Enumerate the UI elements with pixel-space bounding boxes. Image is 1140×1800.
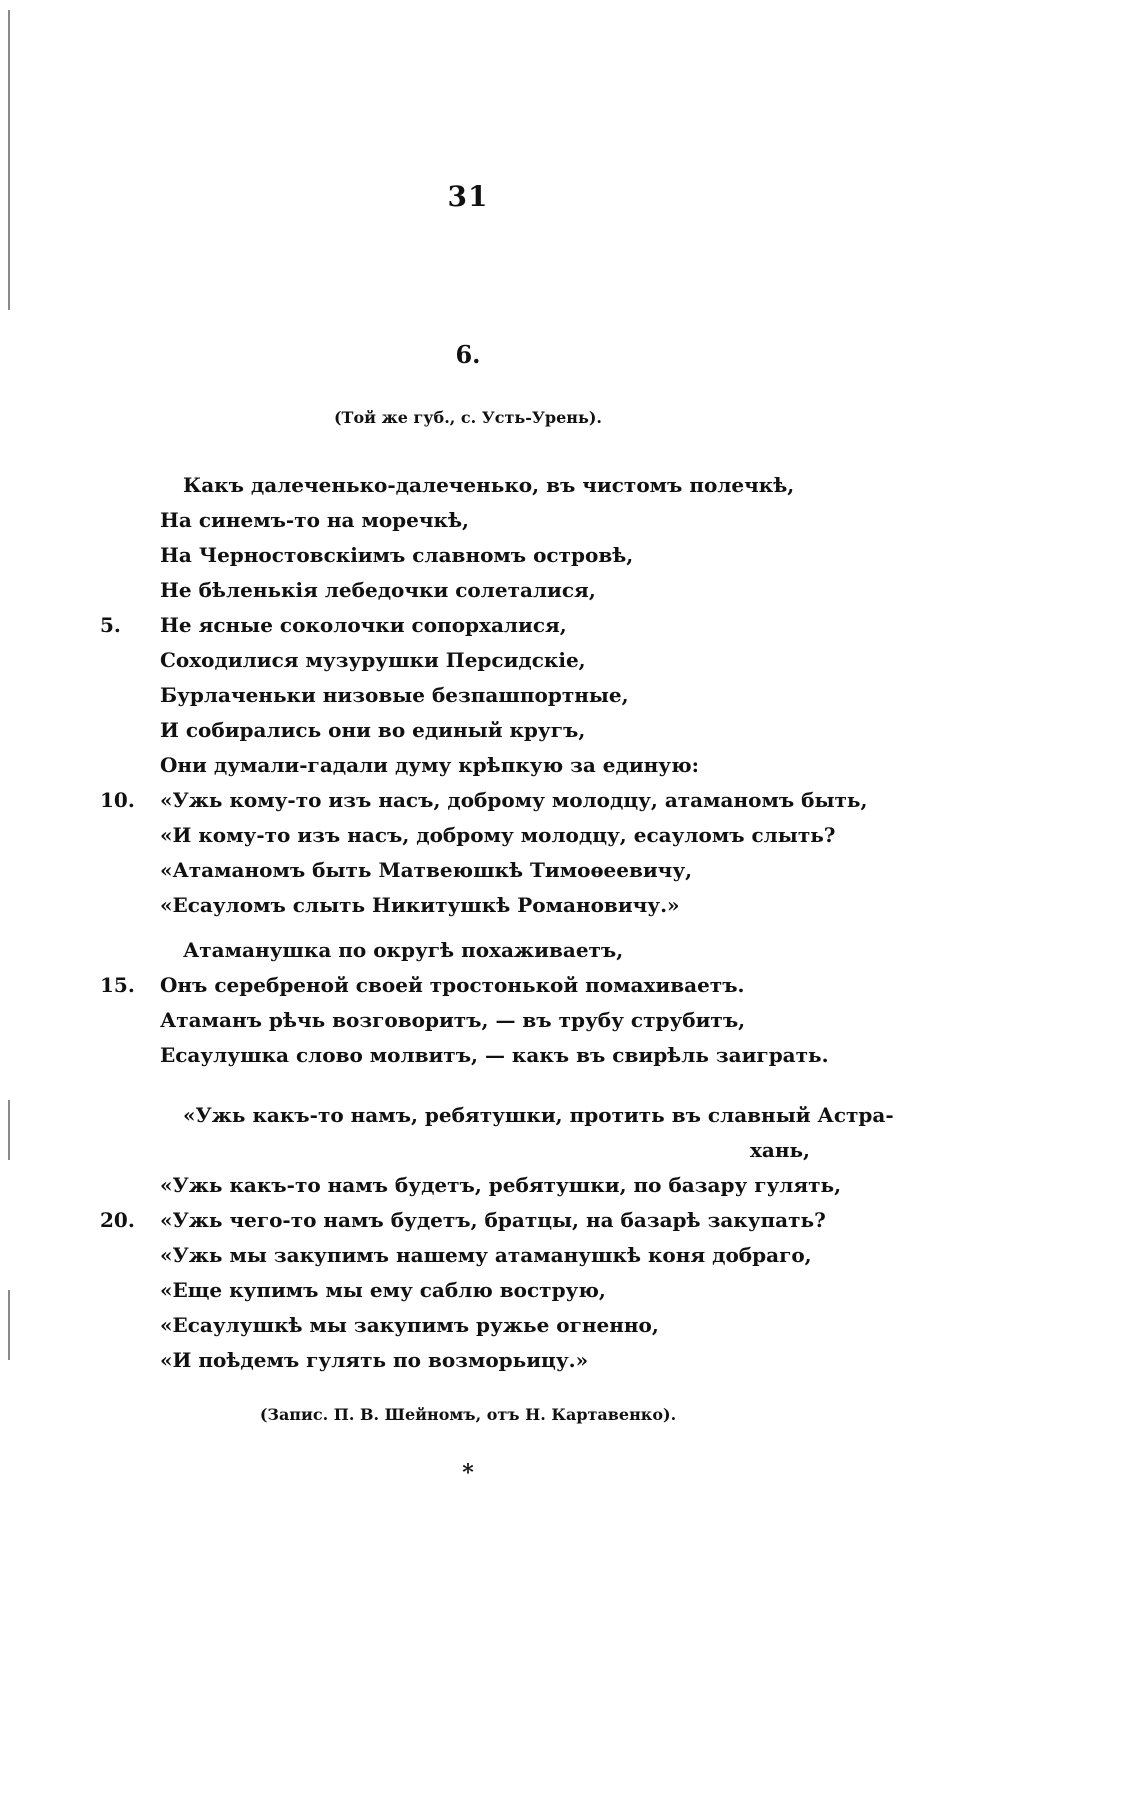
verse-text: Онъ серебреной своей тростонькой помахиваетъ.: [160, 973, 745, 997]
song-number: 6.: [455, 340, 481, 369]
verse-text: «Еще купимъ мы ему саблю вострую,: [160, 1278, 606, 1302]
verse-line: [0, 1098, 1140, 1133]
verse-text: Бурлаченьки низовые безпашпортные,: [160, 683, 629, 707]
verse-line: [0, 608, 1140, 643]
verse-line: [0, 573, 1140, 608]
verse-text: Атаманушка по округѣ похаживаетъ,: [183, 938, 624, 962]
source-note: (Той же губ., с. Усть-Урень).: [333, 408, 602, 427]
verse-line: [0, 968, 1140, 1003]
verse-text: «Атаманомъ быть Матвеюшкѣ Тимоѳеевичу,: [160, 858, 693, 882]
verse-line: [0, 853, 1140, 888]
stanza-2: [0, 933, 1140, 1073]
verse-line: [0, 1133, 1140, 1168]
line-number: 10.: [100, 788, 135, 812]
verse-text: Какъ далеченько-далеченько, въ чистомъ полечкѣ,: [183, 473, 795, 497]
verse-text: Соходилися музурушки Персидскіе,: [160, 648, 586, 672]
verse-text: На синемъ-то на моречкѣ,: [160, 508, 469, 532]
stanza-1: [0, 468, 1140, 923]
ornament-mark: *: [462, 1460, 474, 1486]
verse-line: [0, 1238, 1140, 1273]
verse-text: «Ужь чего-то намъ будетъ, братцы, на базарѣ закупать?: [160, 1208, 826, 1232]
verse-line: [0, 1168, 1140, 1203]
page-number: 31: [447, 180, 489, 213]
verse-text: хань,: [749, 1138, 810, 1162]
verse-text: На Черностовскіимъ славномъ островѣ,: [160, 543, 634, 567]
verse-line: [0, 748, 1140, 783]
line-number: 20.: [100, 1208, 135, 1232]
verse-line: [0, 1203, 1140, 1238]
verse-line: [0, 888, 1140, 923]
verse-text: «Есаулушкѣ мы закупимъ ружье огненно,: [160, 1313, 659, 1337]
line-number: 15.: [100, 973, 135, 997]
verse-line: [0, 1038, 1140, 1073]
stanza-3: [0, 1098, 1140, 1378]
collector-note: (Запис. П. В. Шейномъ, отъ Н. Картавенко).: [259, 1405, 677, 1424]
verse-line: [0, 713, 1140, 748]
verse-text: И собирались они во единый кругъ,: [160, 718, 586, 742]
verse-line: [0, 468, 1140, 503]
verse-line: [0, 1343, 1140, 1378]
verse-text: Не ясные соколочки сопорхалися,: [160, 613, 567, 637]
verse-line: [0, 783, 1140, 818]
verse-text: «Ужь мы закупимъ нашему атаманушкѣ коня добраго,: [160, 1243, 812, 1267]
verse-text: «И кому-то изъ насъ, доброму молодцу, есауломъ слыть?: [160, 823, 836, 847]
verse-text: «Ужь какъ-то намъ будетъ, ребятушки, по базару гулять,: [160, 1173, 842, 1197]
verse-text: «Есауломъ слыть Никитушкѣ Романовичу.»: [160, 893, 680, 917]
verse-line: [0, 1273, 1140, 1308]
verse-line: [0, 933, 1140, 968]
binding-edge-mark: [8, 10, 10, 310]
verse-text: Не бѣленькія лебедочки солеталися,: [160, 578, 596, 602]
verse-text: Атаманъ рѣчь возговоритъ, — въ трубу струбитъ,: [160, 1008, 746, 1032]
line-number: 5.: [100, 613, 121, 637]
verse-text: Есаулушка слово молвитъ, — какъ въ свирѣль заиграть.: [160, 1043, 829, 1067]
verse-line: [0, 1003, 1140, 1038]
verse-line: [0, 678, 1140, 713]
verse-line: [0, 818, 1140, 853]
verse-text: «Ужь какъ-то намъ, ребятушки, протить въ славный Астра-: [183, 1103, 894, 1127]
verse-text: Они думали-гадали думу крѣпкую за единую:: [160, 753, 699, 777]
verse-line: [0, 643, 1140, 678]
verse-line: [0, 503, 1140, 538]
verse-text: «Ужь кому-то изъ насъ, доброму молодцу, атаманомъ быть,: [160, 788, 868, 812]
verse-line: [0, 538, 1140, 573]
verse-text: «И поѣдемъ гулять по возморьицу.»: [160, 1348, 589, 1372]
verse-line: [0, 1308, 1140, 1343]
